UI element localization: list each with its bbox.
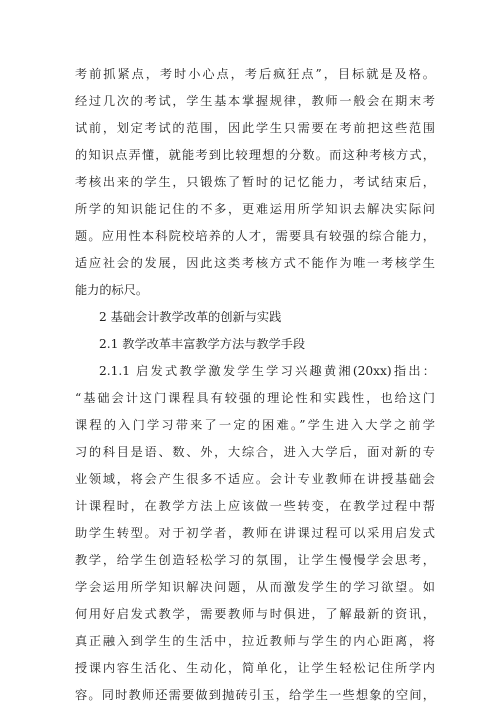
text-line: 考前抓紧点，考时小心点，考后疯狂点”，目标就是及格。 — [75, 67, 435, 81]
text-line: 题。应用性本科院校培养的人才，需要具有较强的综合能力， — [75, 229, 435, 243]
text-line: 考核出来的学生，只锻炼了暂时的记忆能力，考试结束后， — [75, 175, 435, 189]
text-line: 业领域，将会产生很多不适应。会计专业教师在讲授基础会 — [75, 472, 435, 486]
text-line: 经过几次的考试，学生基本掌握规律，教师一般会在期末考 — [75, 94, 435, 108]
text-line: 能力的标尺。 — [75, 283, 149, 297]
document-body — [75, 61, 435, 709]
text-line: 助学生转型。对于初学者，教师在讲课过程可以采用启发式 — [75, 526, 435, 540]
text-line: 何用好启发式教学，需要教师与时俱进，了解最新的资讯， — [75, 607, 435, 621]
text-line: 2.1.1 启发式教学激发学生学习兴趣黄湘(20xx)指出： — [99, 364, 435, 378]
text-line: 试前，划定考试的范围，因此学生只需要在考前把这些范围 — [75, 121, 435, 135]
paragraph-heuristic-teaching — [75, 358, 435, 709]
text-line: 适应社会的发展，因此这类考核方式不能作为唯一考核学生 — [75, 256, 435, 270]
text-line: 容。同时教师还需要做到抛砖引玉，给学生一些想象的空间， — [75, 688, 435, 702]
text-line: 习的科目是语、数、外，大综合，进入大学后，面对新的专 — [75, 445, 435, 459]
text-line: 学会运用所学知识解决问题，从而激发学生的学习欲望。如 — [75, 580, 435, 594]
section-heading: 2 基础会计教学改革的创新与实践 — [99, 310, 282, 324]
text-line: 教学，给学生创造轻松学习的氛围，让学生慢慢学会思考， — [75, 553, 435, 567]
text-line: “基础会计这门课程具有较强的理论性和实践性，也给这门 — [75, 391, 435, 405]
text-line: 授课内容生活化、生动化，简单化，让学生轻松记住所学内 — [75, 661, 435, 675]
text-line: 课程的入门学习带来了一定的困难。”学生进入大学之前学 — [75, 418, 435, 432]
subsection-heading: 2.1 教学改革丰富教学方法与教学手段 — [99, 337, 306, 351]
text-line: 所学的知识能记住的不多，更难运用所学知识去解决实际问 — [75, 202, 435, 216]
text-line: 真正融入到学生的生活中，拉近教师与学生的内心距离，将 — [75, 634, 435, 648]
text-line: 的知识点弄懂，就能考到比较理想的分数。而这种考核方式， — [75, 148, 435, 162]
paragraph-exam-assessment — [75, 61, 435, 304]
text-line: 计课程时，在教学方法上应该做一些转变，在教学过程中帮 — [75, 499, 435, 513]
